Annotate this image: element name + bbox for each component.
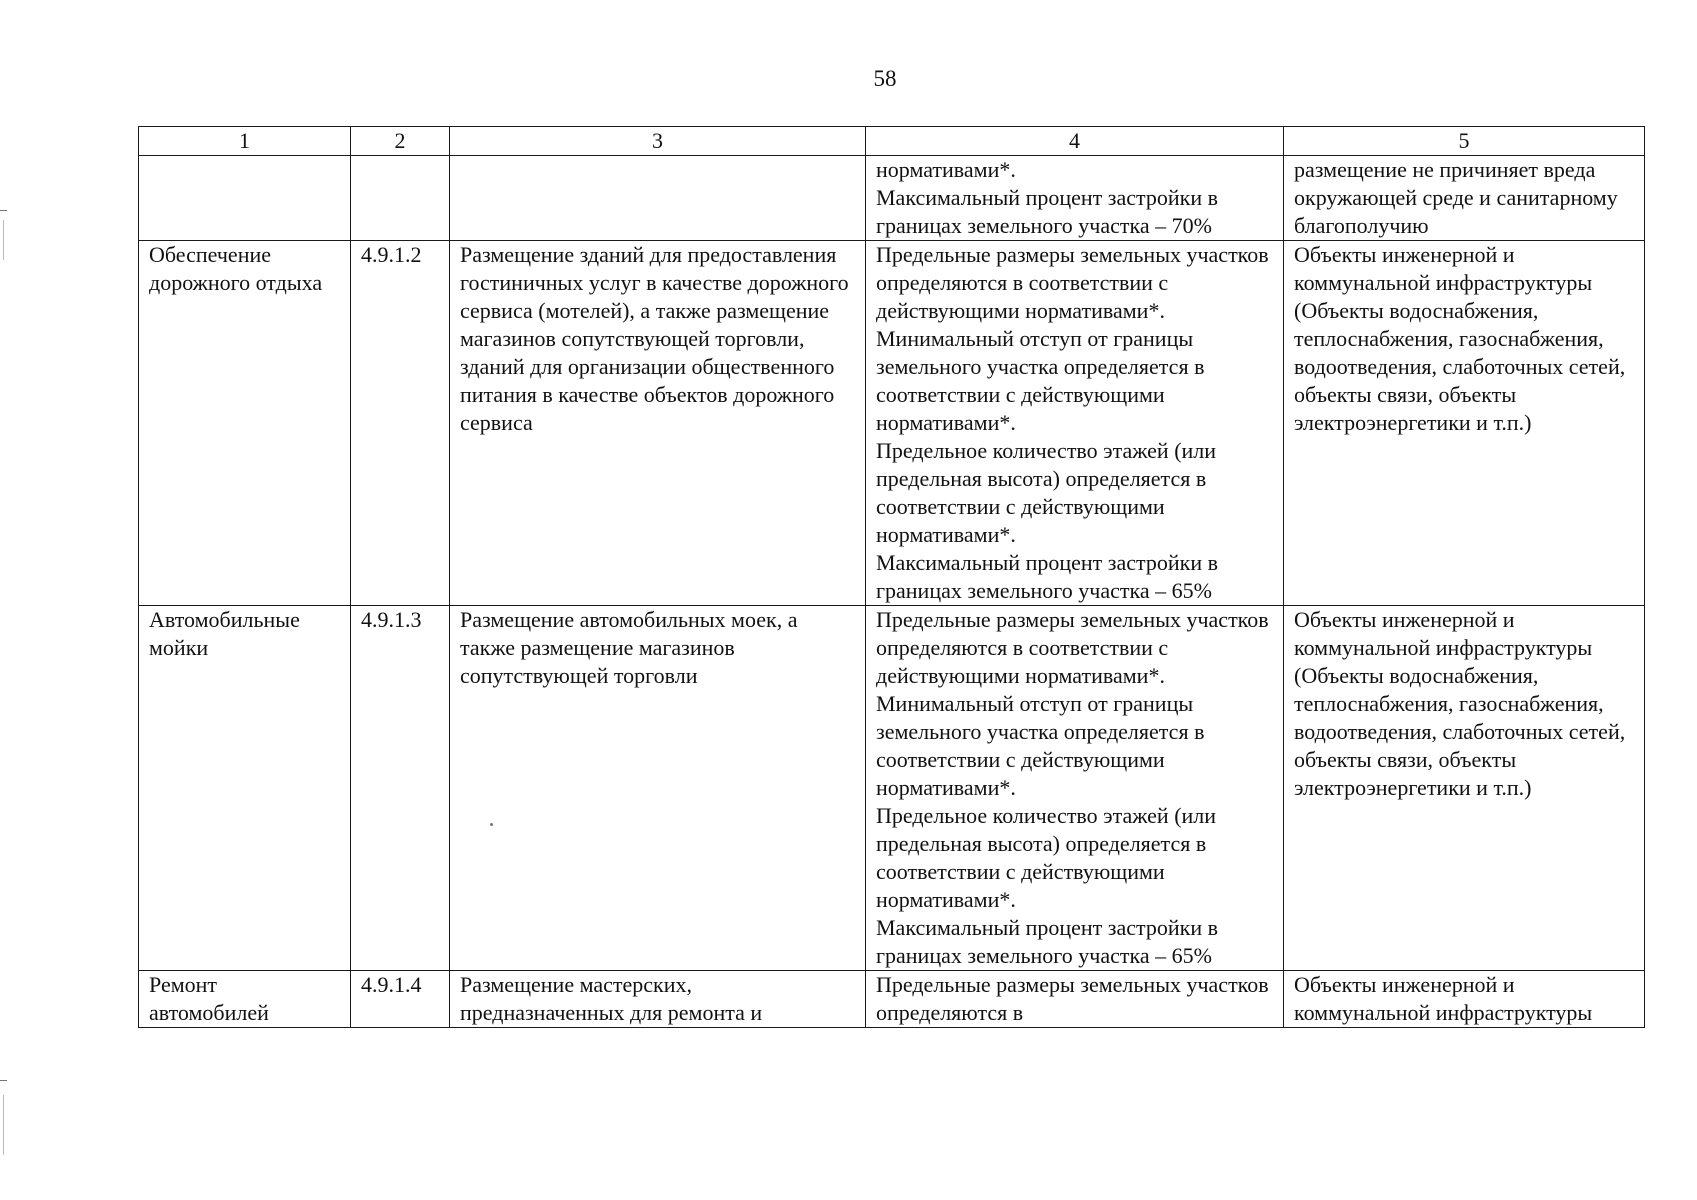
utilities-cell: Объекты инженерной и коммунальной инфраструктуры (Объекты водоснабжения, теплоснабжения, газоснабжения, водоотведения, слаботочных сетей, объекты связи, объекты электроэнергетики и т.п.) (1284, 241, 1645, 606)
use-name-cell: Автомобильные мойки (139, 606, 351, 971)
table-header-row (139, 127, 1645, 156)
scan-mark (0, 210, 7, 211)
use-description-cell: Размещение мастерских, предназначенных для ремонта и (450, 971, 866, 1028)
use-description-cell: Размещение зданий для предоставления гостиничных услуг в качестве дорожного сервиса (мотелей), а также размещение магазинов сопутствующей торговли, зданий для организации общественного питания в качестве объектов дорожного сервиса (450, 241, 866, 606)
column-header: 3 (450, 127, 866, 156)
utilities-cell: Объекты инженерной и коммунальной инфраструктуры (1284, 971, 1645, 1028)
column-header: 4 (866, 127, 1284, 156)
scan-mark (490, 823, 493, 826)
parameters-cell: нормативами*. Максимальный процент застройки в границах земельного участка – 70% (866, 156, 1284, 241)
parameters-cell: Предельные размеры земельных участков определяются в соответствии с действующими нормативами*. Минимальный отступ от границы земельного участка определяется в соответствии с действующими нормативами*. Предельное количество этажей (или предельная высота) определяется в соответствии с действующими нормативами*. Максимальный процент застройки в границах земельного участка – 65% (866, 606, 1284, 971)
parameters-cell: Предельные размеры земельных участков определяются в (866, 971, 1284, 1028)
use-description-cell: Размещение автомобильных моек, а также размещение магазинов сопутствующей торговли (450, 606, 866, 971)
use-code-cell (351, 156, 450, 241)
land-use-table (138, 126, 1645, 1028)
use-name-cell: Обеспечение дорожного отдыха (139, 241, 351, 606)
utilities-cell: Объекты инженерной и коммунальной инфраструктуры (Объекты водоснабжения, теплоснабжения, газоснабжения, водоотведения, слаботочных сетей, объекты связи, объекты электроэнергетики и т.п.) (1284, 606, 1645, 971)
parameters-cell: Предельные размеры земельных участков определяются в соответствии с действующими нормативами*. Минимальный отступ от границы земельного участка определяется в соответствии с действующими нормативами*. Предельное количество этажей (или предельная высота) определяется в соответствии с действующими нормативами*. Максимальный процент застройки в границах земельного участка – 65% (866, 241, 1284, 606)
table-row (139, 971, 1645, 1028)
use-code-cell: 4.9.1.4 (351, 971, 450, 1028)
scan-mark (3, 1095, 4, 1155)
utilities-cell: размещение не причиняет вреда окружающей среде и санитарному благополучию (1284, 156, 1645, 241)
table-row (139, 606, 1645, 971)
use-name-cell: Ремонт автомобилей (139, 971, 351, 1028)
scan-mark (3, 220, 4, 260)
table-row (139, 156, 1645, 241)
column-header: 1 (139, 127, 351, 156)
scan-mark (0, 1080, 7, 1081)
column-header: 2 (351, 127, 450, 156)
use-description-cell (450, 156, 866, 241)
column-header: 5 (1284, 127, 1645, 156)
page-number: 58 (873, 66, 897, 91)
table-row (139, 241, 1645, 606)
use-code-cell: 4.9.1.3 (351, 606, 450, 971)
use-name-cell (139, 156, 351, 241)
use-code-cell: 4.9.1.2 (351, 241, 450, 606)
